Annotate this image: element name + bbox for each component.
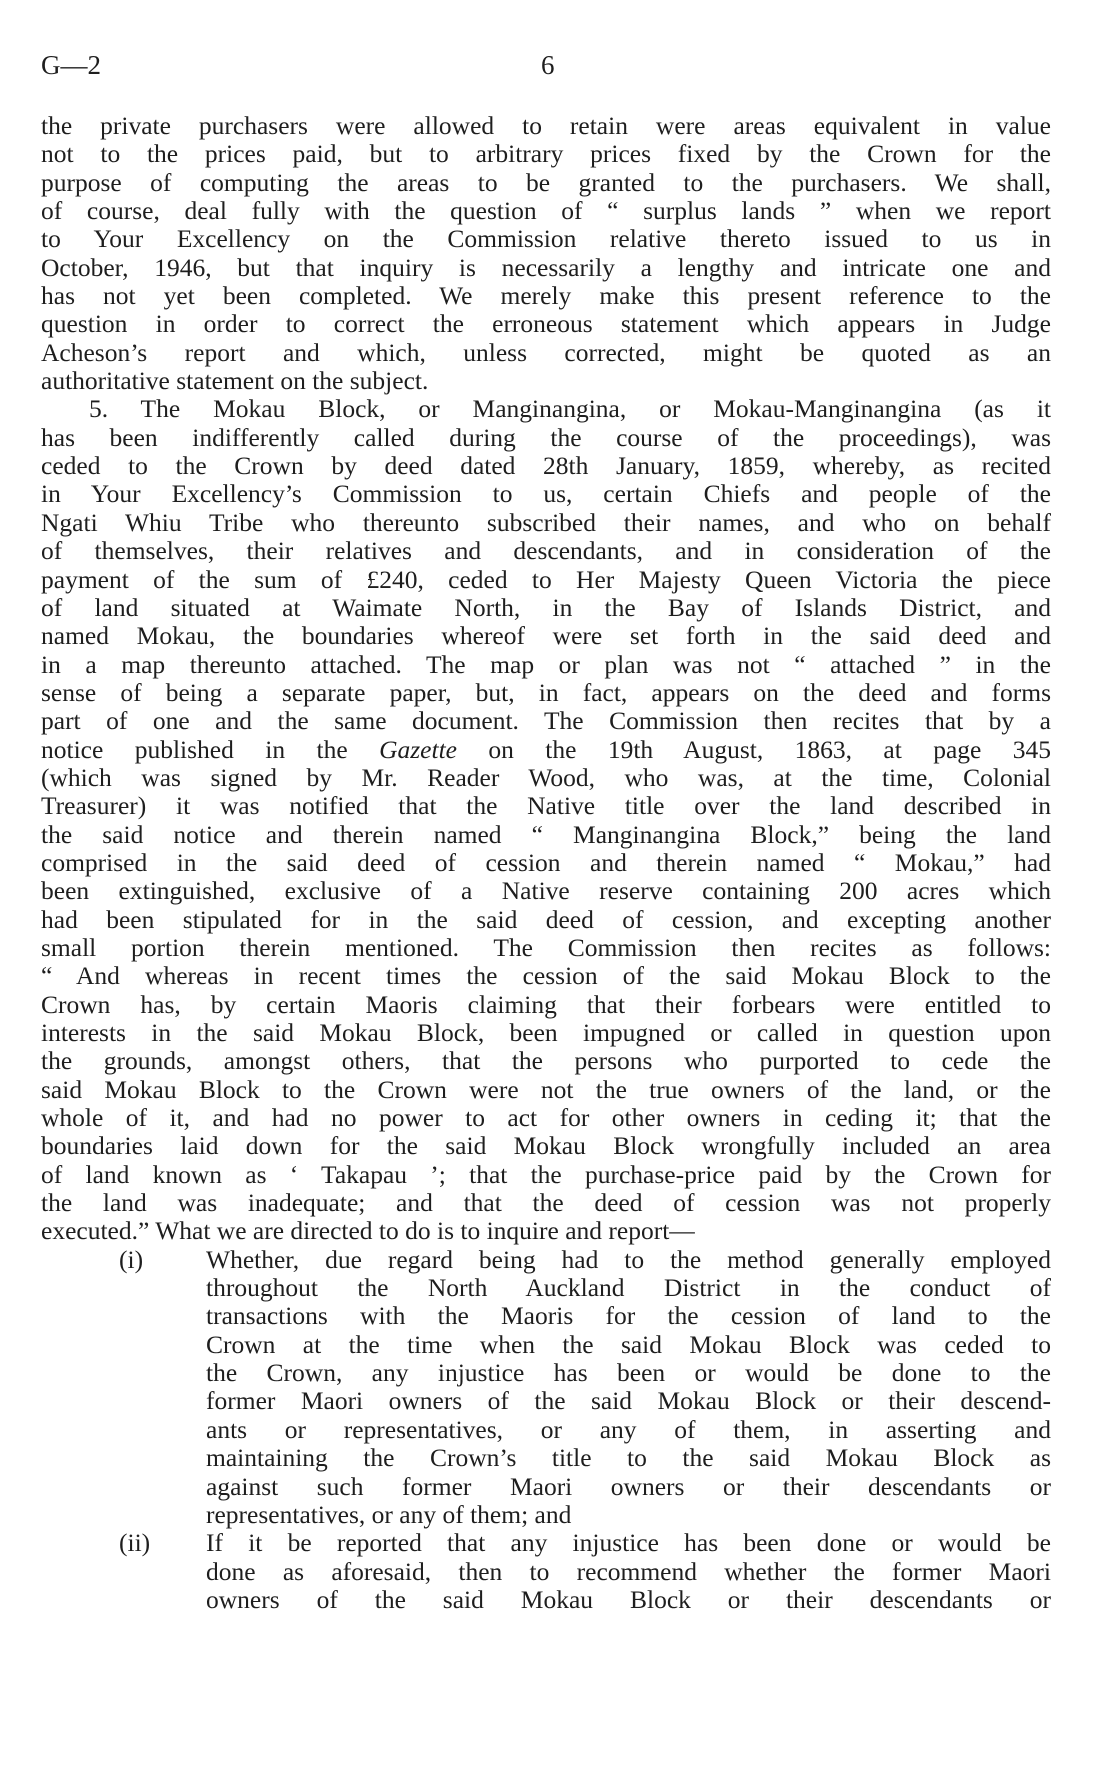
text-line: said Mokau Block to the Crown were not the true owners of the land, or the xyxy=(41,1075,1051,1104)
text-line: ants or representatives, or any of them, in asserting and xyxy=(206,1415,1051,1444)
text-line: named Mokau, the boundaries whereof were set forth in the said deed and xyxy=(41,622,1051,651)
text-line: done as aforesaid, then to recommend whether the former Maori xyxy=(206,1557,1051,1586)
text-line: Acheson’s report and which, unless corrected, might be quoted as an xyxy=(41,338,1051,367)
text-line: whole of it, and had no power to act for other owners in ceding it; that the xyxy=(41,1104,1051,1133)
text-line: interests in the said Mokau Block, been impugned or called in question upon xyxy=(41,1019,1051,1047)
text-line: the said notice and therein named “ Manginangina Block,” being the land xyxy=(41,820,1051,849)
text-line: transactions with the Maoris for the cession of land to the xyxy=(206,1302,1051,1331)
text-line: maintaining the Crown’s title to the said Mokau Block as xyxy=(206,1444,1051,1473)
list-item-ii xyxy=(41,1529,1051,1614)
text-line: to Your Excellency on the Commission relative thereto issued to us in xyxy=(41,225,1051,254)
text-line: the grounds, amongst others, that the persons who purported to cede the xyxy=(41,1047,1051,1076)
text-line: boundaries laid down for the said Mokau Block wrongfully included an area xyxy=(41,1132,1051,1161)
text-line: authoritative statement on the subject. xyxy=(41,367,429,396)
text-line: Crown has, by certain Maoris claiming that their forbears were entitled to xyxy=(41,990,1051,1019)
document-reference: G—2 xyxy=(41,50,101,80)
text-line: former Maori owners of the said Mokau Block or their descend- xyxy=(206,1387,1051,1416)
text-line: the Crown, any injustice has been or would be done to the xyxy=(206,1359,1051,1388)
text-line: has not yet been completed. We merely make this present reference to the xyxy=(41,282,1051,311)
text-line: in Your Excellency’s Commission to us, certain Chiefs and people of the xyxy=(41,480,1051,509)
text-line: Crown at the time when the said Mokau Block was ceded to xyxy=(206,1330,1051,1359)
text-line: been extinguished, exclusive of a Native reserve containing 200 acres which xyxy=(41,877,1051,906)
page-header xyxy=(41,50,1051,90)
text-line: in a map thereunto attached. The map or plan was not “ attached ” in the xyxy=(41,650,1051,679)
paragraph-surplus-lands xyxy=(41,112,1051,395)
page-number: 6 xyxy=(541,50,555,80)
text-line: throughout the North Auckland District in the conduct of xyxy=(206,1274,1051,1303)
paragraph-mokau-block xyxy=(41,395,1051,1245)
text-line: not to the prices paid, but to arbitrary prices fixed by the Crown for the xyxy=(41,140,1051,169)
text-line: has been indifferently called during the course of the proceedings), was xyxy=(41,423,1051,452)
text-line: If it be reported that any injustice has been done or would be xyxy=(206,1529,1051,1558)
text-line: notice published in the Gazette on the 19th August, 1863, at page 345 xyxy=(41,735,1051,764)
text-line: October, 1946, but that inquiry is necessarily a lengthy and intricate one and xyxy=(41,253,1051,282)
text-line: owners of the said Mokau Block or their descendants or xyxy=(206,1585,1051,1614)
text-line: executed.” What we are directed to do is to inquire and report— xyxy=(41,1217,695,1246)
text-line: of themselves, their relatives and descendants, and in consideration of the xyxy=(41,537,1051,566)
text-line: had been stipulated for in the said deed of cession, and excepting another xyxy=(41,905,1051,934)
document-body xyxy=(41,112,1051,1614)
text-line: sense of being a separate paper, but, in fact, appears on the deed and forms xyxy=(41,678,1051,707)
text-line: ceded to the Crown by deed dated 28th January, 1859, whereby, as recited xyxy=(41,452,1051,481)
text-line: of course, deal fully with the question of “ surplus lands ” when we report xyxy=(41,197,1051,226)
text-line: of land known as ‘ Takapau ’; that the purchase-price paid by the Crown for xyxy=(41,1160,1051,1189)
text-line: 5. The Mokau Block, or Manginangina, or Mokau-Manginangina (as it xyxy=(89,395,1051,424)
text-line: representatives, or any of them; and xyxy=(206,1500,572,1529)
list-item-i xyxy=(41,1246,1051,1529)
text-line: question in order to correct the erroneous statement which appears in Judge xyxy=(41,310,1051,339)
text-line: of land situated at Waimate North, in the Bay of Islands District, and xyxy=(41,593,1051,622)
text-line: (which was signed by Mr. Reader Wood, who was, at the time, Colonial xyxy=(41,763,1051,792)
text-line: part of one and the same document. The Commission then recites that by a xyxy=(41,707,1051,736)
text-line: the private purchasers were allowed to retain were areas equivalent in value xyxy=(41,112,1051,140)
text-line: the land was inadequate; and that the deed of cession was not properly xyxy=(41,1189,1051,1218)
text-line: comprised in the said deed of cession and therein named “ Mokau,” had xyxy=(41,848,1051,877)
text-line: against such former Maori owners or their descendants or xyxy=(206,1472,1051,1501)
text-line: Whether, due regard being had to the method generally employed xyxy=(206,1245,1051,1274)
list-marker: (i) xyxy=(119,1244,144,1274)
text-line: payment of the sum of £240, ceded to Her Majesty Queen Victoria the piece xyxy=(41,565,1051,594)
gazette-title: Gazette xyxy=(379,735,457,764)
text-line: Treasurer) it was notified that the Native title over the land described in xyxy=(41,792,1051,821)
text-line: Ngati Whiu Tribe who thereunto subscribed their names, and who on behalf xyxy=(41,508,1051,537)
text-line: purpose of computing the areas to be granted to the purchasers. We shall, xyxy=(41,168,1051,197)
text-line: “ And whereas in recent times the cession of the said Mokau Block to the xyxy=(41,962,1051,991)
text-line: small portion therein mentioned. The Commission then recites as follows: xyxy=(41,933,1051,962)
list-marker: (ii) xyxy=(119,1528,151,1558)
